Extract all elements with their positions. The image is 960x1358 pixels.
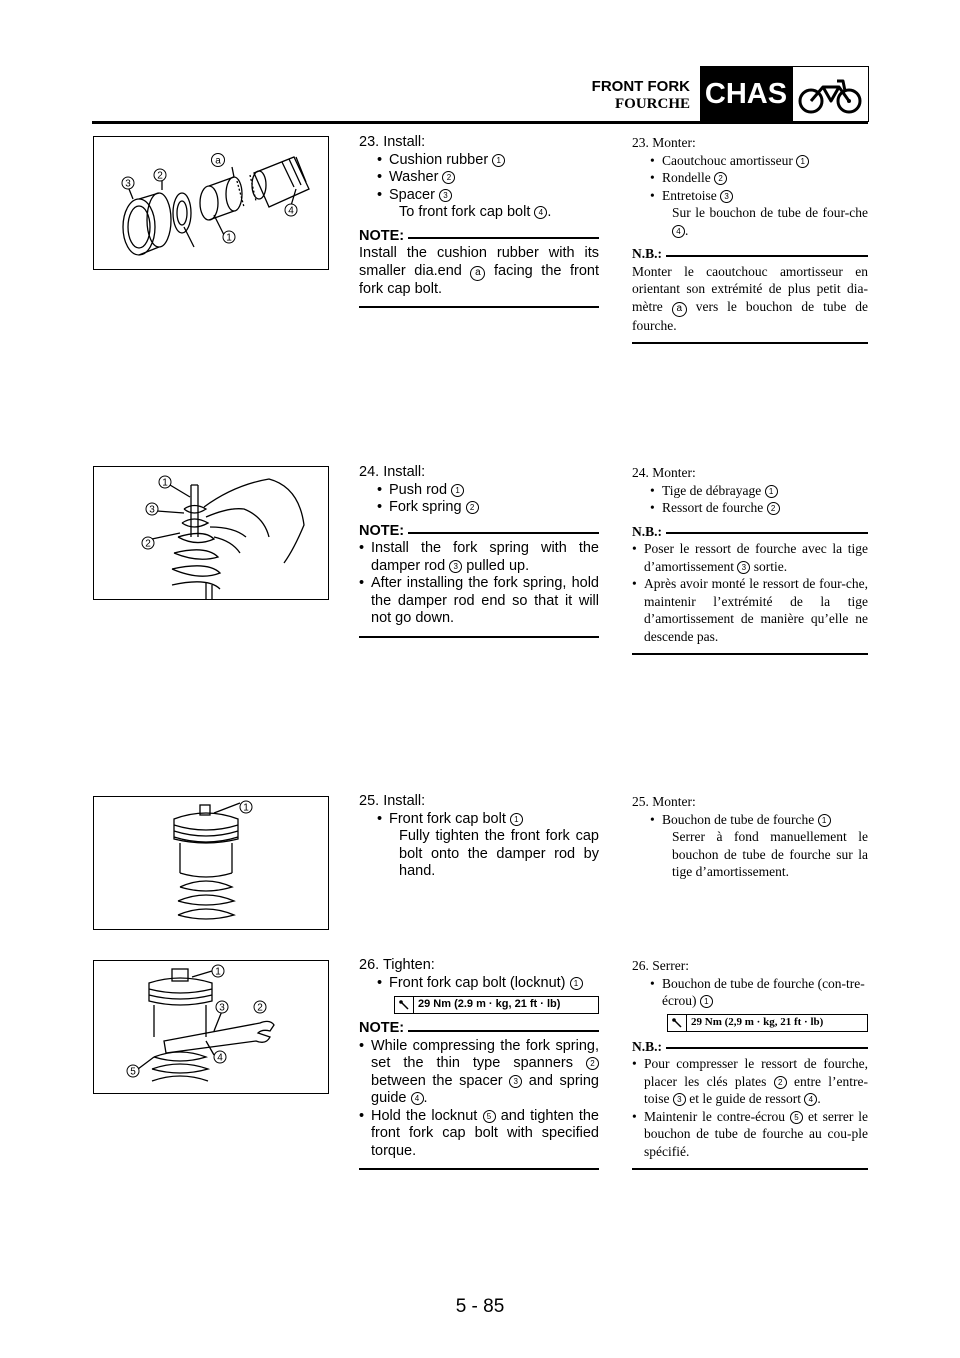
step-detail: Fully tighten the front fork cap bolt onto the damper rod by hand. [399, 828, 599, 879]
list-item: • Rondelle 2 [632, 169, 868, 187]
step-title: Install: [383, 134, 426, 150]
list-item: • Bouchon de tube de fourche (con-tre-écrou) 1 [650, 975, 865, 1008]
step-25-en: 25. Install: • Front fork cap bolt 1 Fully tighten the front fork cap bolt onto the damper rod by hand. [359, 793, 599, 879]
note-text: Monter le caoutchouc amortisseur en orientant son extrémité de plus petit dia-mètre a vers le bouchon de tube de fourche. [632, 263, 869, 333]
list-item: • Front fork cap bolt (locknut) 1 [359, 975, 599, 993]
figure-cushion-rubber [93, 136, 329, 270]
figure-fork-spring [93, 466, 329, 600]
chapter-badge [700, 66, 792, 122]
list-item: • Fork spring 2 [359, 499, 599, 517]
section-title-fr: FOURCHE [615, 96, 690, 112]
callout-3: 3 [219, 1002, 225, 1014]
list-item: • Spacer 3 [359, 187, 599, 205]
step-detail: Serrer à fond manuellement le bouchon de tube de fourche sur la tige d’amortissement. [672, 829, 868, 879]
list-item: • Cushion rubber 1 [359, 152, 599, 170]
note-end-rule [359, 636, 599, 638]
motorcycle-icon [792, 66, 869, 122]
note-header: N.B.: [632, 245, 868, 263]
callout-2: 2 [157, 170, 163, 182]
callout-1: 1 [162, 477, 168, 489]
header-rule [92, 121, 868, 124]
step-24-fr: 24. Monter: • Tige de débrayage 1 • Ressort de fourche 2 N.B.: • Poser le ressort de fourche avec la tige d’amortissement 3 sortie. • Après avoir monté le ressort de four-che, maintenir l’extrémité de la tige d’amortissement de manière qu’elle ne descende pas. [632, 464, 868, 655]
section-title-en: FRONT FORK [591, 78, 690, 95]
callout-4: 4 [217, 1052, 223, 1064]
note-bullet: • Hold the locknut 5 and tighten the front fork cap bolt with specified torque. [359, 1107, 599, 1159]
callout-1: 1 [243, 802, 249, 814]
list-item: • Front fork cap bolt 1 [359, 811, 599, 829]
callout-1: 1 [226, 232, 232, 244]
note-bullet: • Pour compresser le ressort de fourche, placer les clés plates 2 entre l’entre-toise 3 et le guide de ressort 4 . [632, 1056, 869, 1106]
step-23-en [359, 134, 599, 308]
callout-3: 3 [149, 504, 155, 516]
callout-4: 4 [288, 205, 294, 217]
note-bullet: • While compressing the fork spring, set the thin type spanners 2 between the spacer 3 and spring guide 4 . [359, 1037, 599, 1106]
note-bullet: • After installing the fork spring, hold the damper rod end so that it will not go down. [359, 575, 599, 626]
figure-fork-cap-bolt [93, 796, 329, 930]
note-bullet: • Maintenir le contre-écrou 5 et serrer le bouchon de tube de fourche au cou-ple spécifié. [632, 1108, 869, 1159]
note-header: NOTE: [359, 523, 599, 541]
note-bullet: • Install the fork spring with the damper rod 3 pulled up. [359, 540, 599, 574]
torque-spec: 29 Nm (2,9 m · kg, 21 ft · lb) [667, 1014, 868, 1032]
callout-2: 2 [257, 1002, 263, 1014]
list-item: • Push rod 1 [359, 482, 599, 500]
callout-3: 3 [125, 178, 131, 190]
step-25-fr: 25. Monter: • Bouchon de tube de fourche 1 Serrer à fond manuellement le bouchon de tube de fourche sur la tige d’amortissement. [632, 794, 868, 879]
note-end-rule [632, 653, 868, 655]
note-header: NOTE: [359, 1020, 599, 1038]
step-24-en: 24. Install: • Push rod 1 • Fork spring 2 NOTE: • Install the fork spring with the damper rod 3 pulled up. • After installing the fork spring, hold the damper rod end so that it will not go down. [359, 464, 599, 638]
callout-2: 2 [145, 538, 151, 550]
note-end-rule [359, 1168, 599, 1170]
callout-1: 1 [215, 966, 221, 978]
figure-locknut-spanners [93, 960, 329, 1094]
wrench-icon [668, 1015, 687, 1031]
step-26-fr: 26. Serrer: • Bouchon de tube de fourche (con-tre-écrou) 1 29 Nm (2,9 m · kg, 21 ft · lb) N.B.: • Pour compresser le ressort de fourche, placer les clés plates 2 entre l’entre-toise 3 et le guide de ressort 4 . • Maintenir le contre-écrou 5 et serrer le bouchon de tube de fourche au cou-ple spécifié. [632, 957, 868, 1170]
list-item: • Ressort de fourche 2 [632, 499, 868, 517]
note-end-rule [632, 1168, 868, 1170]
note-header: N.B.: [632, 523, 868, 541]
step-detail: Sur le bouchon de tube de four-che 4 . [672, 205, 868, 238]
list-item: • Bouchon de tube de fourche 1 [632, 811, 868, 829]
note-end-rule [359, 306, 599, 308]
torque-spec: 29 Nm (2.9 m · kg, 21 ft · lb) [394, 996, 599, 1014]
step-number: 23. [359, 134, 380, 150]
list-item: • Entretoise 3 [632, 187, 868, 205]
note-header: NOTE: [359, 228, 599, 246]
list-item: • Caoutchouc amortisseur 1 [632, 152, 868, 170]
note-end-rule [632, 342, 868, 344]
step-26-en: 26. Tighten: • Front fork cap bolt (locknut) 1 29 Nm (2.9 m · kg, 21 ft · lb) NOTE: • While compressing the fork spring, set the thin type spanners 2 between the spacer 3 and spring guide 4 . • Hold the locknut 5 and tighten the front fork cap bolt with specified torque. [359, 957, 599, 1170]
chapter-label: CHAS [704, 77, 788, 110]
step-detail: To front fork cap bolt 4 . [399, 204, 552, 220]
list-item: • Tige de débrayage 1 [632, 482, 868, 500]
note-bullet: • Après avoir monté le ressort de four-che, maintenir l’extrémité de la tige d’amortissement de manière qu’elle ne descende pas. [632, 576, 868, 644]
wrench-icon [395, 997, 414, 1013]
callout-5: 5 [130, 1066, 136, 1078]
page-number: 5 - 85 [455, 1296, 505, 1317]
list-item: • Washer 2 [359, 169, 599, 187]
note-bullet: • Poser le ressort de fourche avec la tige d’amortissement 3 sortie. [632, 541, 868, 574]
note-header: N.B.: [632, 1038, 868, 1056]
callout-a: a [215, 155, 221, 167]
step-23-fr: 23. Monter: • Caoutchouc amortisseur 1 • Rondelle 2 • Entretoise 3 Sur le bouchon de tube de four-che 4 . N.B.: Monter le caoutchouc amortisseur en orientant son extrémité de plus petit dia-mètre a vers le bouchon de tube de fourche. [632, 134, 868, 344]
note-text: Install the cushion rubber with its smaller dia.end a facing the front fork cap bolt. [359, 245, 600, 297]
